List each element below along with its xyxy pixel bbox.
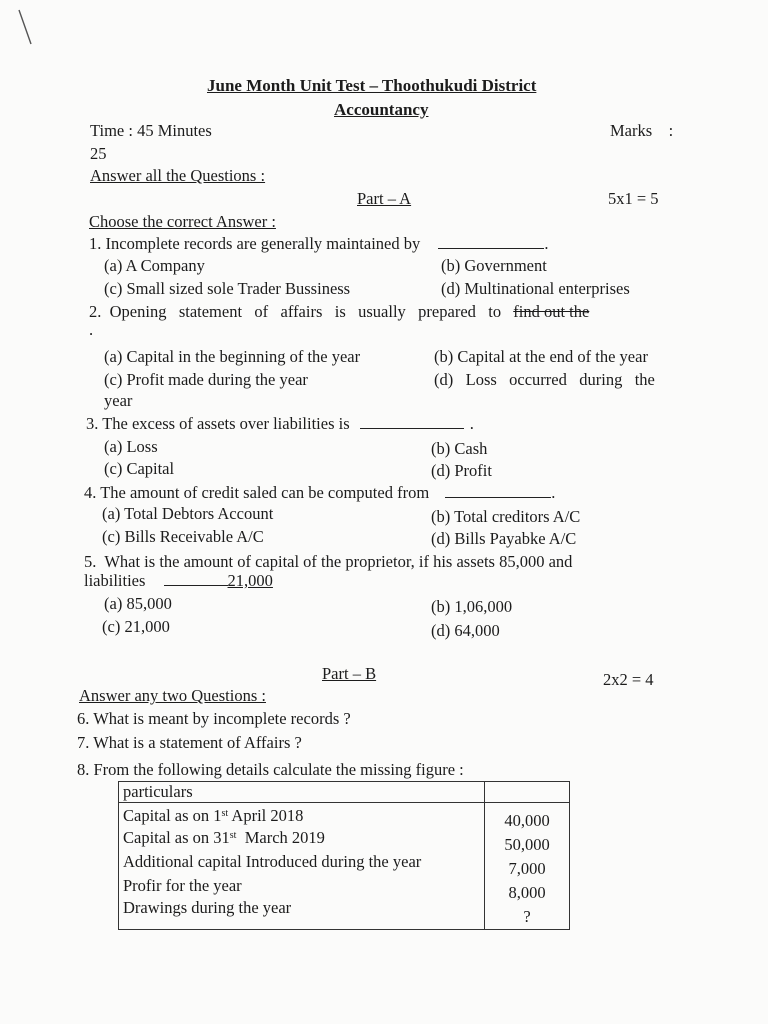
answer-blank	[438, 247, 544, 249]
question-2-text-end: find out the	[513, 302, 590, 321]
missing-figure-table	[118, 781, 570, 930]
row-amount: 8,000	[508, 883, 546, 902]
row-amount: 50,000	[504, 835, 550, 854]
part-a-heading: Part – A	[357, 189, 412, 208]
question-5: 5. What is the amount of capital of the proprietor, if his assets 85,000 and	[84, 552, 573, 571]
answer-blank	[445, 496, 551, 498]
q5-option-b: (b) 1,06,000	[431, 597, 513, 616]
q4-option-c: (c) Bills Receivable A/C	[102, 527, 264, 546]
question-4: 4. The amount of credit saled can be computed from .	[84, 483, 556, 502]
table-header-particulars: particulars	[119, 782, 485, 803]
table-header-row	[119, 782, 570, 803]
question-2	[89, 302, 589, 322]
q4-option-a: (a) Total Debtors Account	[102, 504, 274, 523]
q2-option-a: (a) Capital in the beginning of the year	[104, 347, 361, 366]
general-instruction: Answer all the Questions :	[90, 166, 266, 185]
question-4-text: 4. The amount of credit saled can be computed from	[84, 483, 430, 502]
row-amount: 40,000	[504, 811, 550, 830]
row-label: Profir for the year	[123, 876, 242, 895]
q3-option-d: (d) Profit	[431, 461, 492, 480]
q1-option-c: (c) Small sized sole Trader Bussiness	[104, 279, 351, 298]
q1-option-a: (a) A Company	[104, 256, 205, 275]
question-1: 1. Incomplete records are generally maintained by .	[89, 234, 549, 253]
question-2-dot: .	[89, 320, 94, 339]
q3-option-b: (b) Cash	[431, 439, 488, 458]
row-label: Capital as on 1st April 2018	[123, 806, 304, 825]
question-2-text: 2. Opening statement of affairs is usually prepared to	[89, 302, 502, 321]
row-label: Capital as on 31st March 2019	[123, 828, 325, 847]
table-header-amount	[485, 782, 570, 803]
marks-value: 25	[90, 144, 107, 163]
table-cell-amounts	[485, 803, 570, 930]
row-label: Drawings during the year	[123, 898, 292, 917]
subject-title: Accountancy	[334, 100, 429, 119]
part-a-score: 5x1 = 5	[608, 189, 659, 208]
part-a-instruction: Choose the correct Answer :	[89, 212, 276, 231]
question-6: 6. What is meant by incomplete records ?	[77, 709, 351, 728]
table-row	[119, 803, 570, 930]
time-label: Time : 45 Minutes	[90, 121, 212, 140]
marks-label: Marks :	[610, 121, 674, 140]
question-7: 7. What is a statement of Affairs ?	[77, 733, 302, 752]
part-b-instruction: Answer any two Questions :	[79, 686, 266, 705]
q2-option-c: (c) Profit made during the year	[104, 370, 308, 389]
q2-option-d: (d) Loss occurred during the	[434, 370, 655, 389]
pen-stroke-mark	[16, 8, 36, 48]
question-5-text-2: liabilities	[84, 571, 146, 590]
question-5-line-2	[84, 571, 273, 591]
q2-option-d-continued: year	[104, 391, 133, 410]
question-3: 3. The excess of assets over liabilities is .	[86, 414, 474, 433]
answer-blank	[164, 584, 228, 586]
question-8: 8. From the following details calculate the missing figure :	[77, 760, 464, 779]
page-title: June Month Unit Test – Thoothukudi District	[207, 76, 537, 95]
part-b-score: 2x2 = 4	[603, 670, 654, 689]
answer-blank	[360, 427, 464, 429]
row-amount: ?	[523, 907, 531, 926]
q1-option-b: (b) Government	[441, 256, 547, 275]
q2-option-b: (b) Capital at the end of the year	[434, 347, 648, 366]
q4-option-d: (d) Bills Payabke A/C	[431, 529, 577, 548]
q5-option-a: (a) 85,000	[104, 594, 172, 613]
q3-option-a: (a) Loss	[104, 437, 158, 456]
part-b-heading: Part – B	[322, 664, 377, 683]
q4-option-b: (b) Total creditors A/C	[431, 507, 581, 526]
question-1-text: 1. Incomplete records are generally maintained by	[89, 234, 421, 253]
q3-option-c: (c) Capital	[104, 459, 175, 478]
q1-option-d: (d) Multinational enterprises	[441, 279, 630, 298]
row-label: Additional capital Introduced during the year	[123, 852, 422, 871]
liabilities-value: 21,000	[227, 571, 273, 590]
question-3-text: 3. The excess of assets over liabilities is	[86, 414, 350, 433]
table-cell-label	[119, 803, 485, 930]
q5-option-d: (d) 64,000	[431, 621, 500, 640]
row-amount: 7,000	[508, 859, 546, 878]
q5-option-c: (c) 21,000	[102, 617, 170, 636]
